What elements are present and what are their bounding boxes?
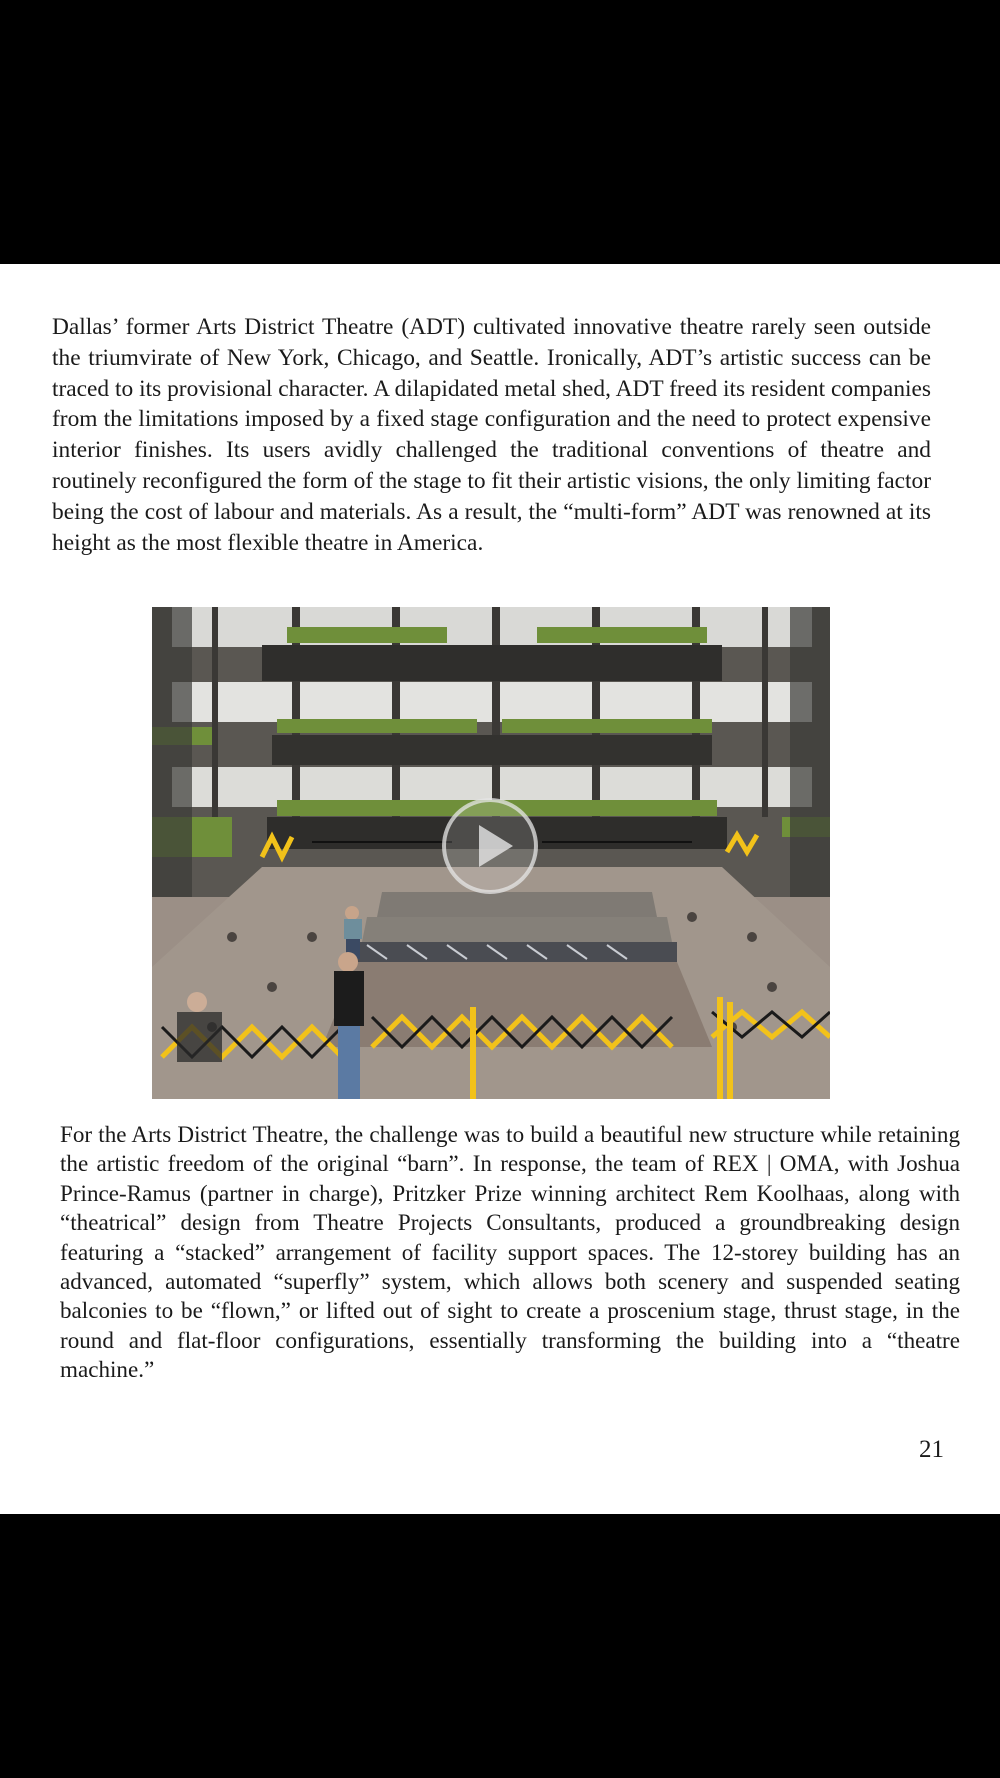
body-paragraph-1: Dallas’ former Arts District Theatre (ADT) cultivated innovative theatre rarely seen outside the triumvirate of New York, Chicago, and Seattle. Ironically, ADT’s artistic success can be traced to its provisional character. A dilapidated metal shed, ADT freed its resident companies from the limitations imposed by a fixed stage configuration and the need to protect expensive interior finishes. Its users avidly challenged the traditional conventions of theatre and routinely reconfigured the form of the stage to fit their artistic visions, the only limiting factor being the cost of labour and materials. As a result, the “multi-form” ADT was renowned at its height as the most flexible theatre in America. — [52, 314, 931, 556]
top-letterbox — [0, 0, 1000, 264]
body-paragraph-2: For the Arts District Theatre, the challenge was to build a beautiful new structure while retaining the artistic freedom of the original “barn”. In response, the team of REX | OMA, with Joshua Prince-Ramus (partner in charge), Pritzker Prize winning architect Rem Koolhaas, along with “theatrical” design from Theatre Projects Consultants, produced a groundbreaking design featuring a “stacked” arrangement of facility support spaces. The 12-storey building has an advanced, automated “superfly” system, which allows both scenery and suspended seating balconies to be “flown,” or lifted out of sight to create a proscenium stage, thrust stage, in the round and flat-floor configurations, essentially transforming the building into a “theatre machine.” — [60, 1121, 960, 1383]
play-icon — [441, 797, 539, 895]
bottom-letterbox — [0, 1514, 1000, 1778]
page-number: 21 — [919, 1436, 944, 1463]
play-button[interactable] — [441, 797, 539, 895]
video-player[interactable] — [152, 607, 830, 1099]
document-page — [0, 264, 1000, 1514]
